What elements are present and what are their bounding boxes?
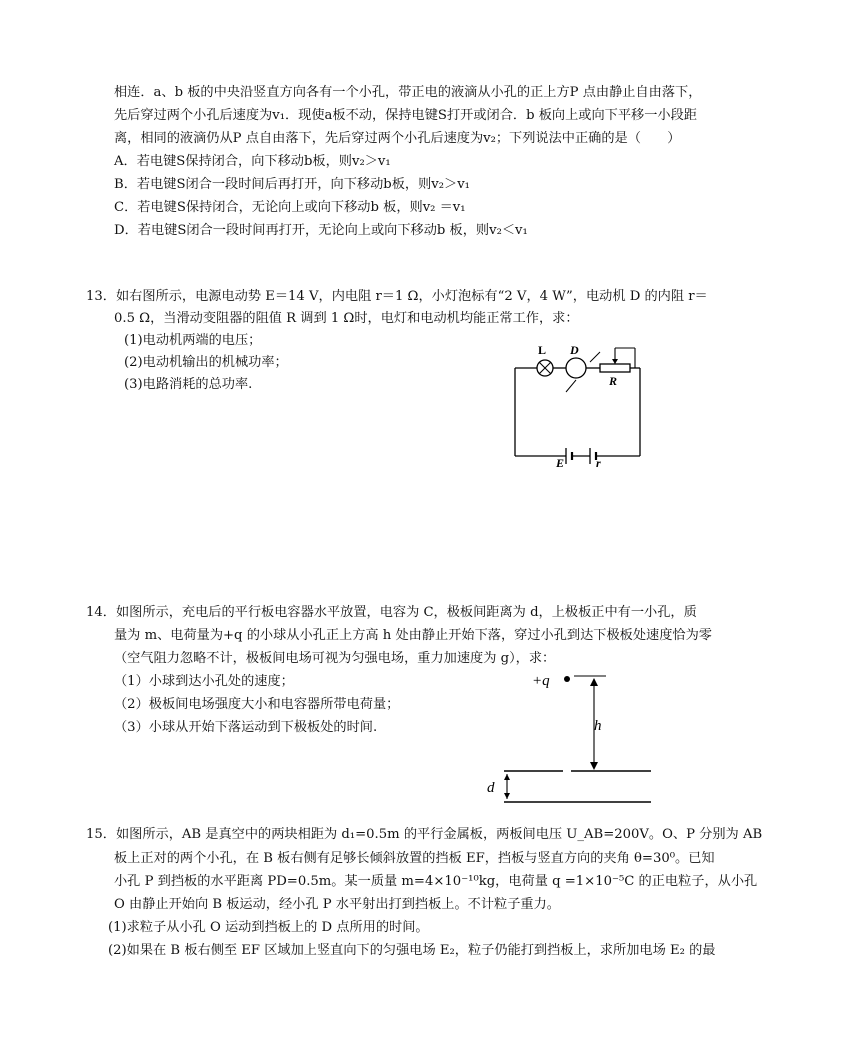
q13-sub-3: (3)电路消耗的总功率. <box>124 377 253 392</box>
q14-line-2: 量为 m、电荷量为+q 的小球从小孔正上方高 h 处由静止开始下落，穿过小孔到达下极板处速度恰为零 <box>114 628 712 643</box>
q15-line-1: 15．如图所示，AB 是真空中的两块相距为 d₁=0.5m 的平行金属板，两板间电压 U_AB=200V。O、P 分别为 AB <box>86 827 763 842</box>
label-d: d <box>487 780 495 796</box>
q15-sub-1: (1)求粒子从小孔 O 运动到挡板上的 D 点所用的时间。 <box>108 920 429 935</box>
label-R: R <box>609 374 618 388</box>
rheostat-symbol <box>600 364 630 372</box>
q14-sub-3: （3）小球从开始下落运动到下极板处的时间. <box>114 720 378 735</box>
motor-symbol <box>566 358 586 378</box>
q12-option-d: D．若电键S闭合一段时间再打开，无论向上或向下移动b 板，则v₂＜v₁ <box>114 223 528 238</box>
q15-line-4: O 由静止开始向 B 板运动，经小孔 P 水平射出打到挡板上。不计粒子重力。 <box>114 897 560 912</box>
label-D: D <box>570 343 579 357</box>
label-E: E <box>556 456 565 470</box>
q12-line-3: 离，相同的液滴仍从P 点自由落下，先后穿过两个小孔后速度为v₂；下列说法中正确的是（ ） <box>114 131 681 146</box>
q14-sub-1: （1）小球到达小孔处的速度； <box>114 674 294 689</box>
label-L: L <box>538 343 547 357</box>
q13-line-1: 13．如右图所示，电源电动势 E＝14 V，内电阻 r＝1 Ω，小灯泡标有“2 V，4 W”，电动机 D 的内阻 r＝ <box>86 289 708 304</box>
q12-line-2: 先后穿过两个小孔后速度为v₁．现使a板不动，保持电键S打开或闭合．b 板向上或向下平移一小段距 <box>114 108 697 123</box>
q13-line-2: 0.5 Ω，当滑动变阻器的阻值 R 调到 1 Ω时，电灯和电动机均能正常工作，求： <box>114 311 579 326</box>
q12-option-a: A．若电键S保持闭合，向下移动b板，则v₂＞v₁ <box>114 154 391 169</box>
q13-circuit-figure <box>510 340 660 470</box>
q12-line-1: 相连．a、b 板的中央沿竖直方向各有一个小孔，带正电的液滴从小孔的正上方P 点由静止自由落下， <box>114 85 702 100</box>
q13-sub-1: (1)电动机两端的电压； <box>124 333 262 348</box>
q15-line-2: 板上正对的两个小孔，在 B 板右侧有足够长倾斜放置的挡板 EF，挡板与竖直方向的夹角 θ=30⁰。已知 <box>114 851 715 866</box>
label-charge: +q <box>532 673 550 689</box>
q14-sub-2: （2）极板间电场强度大小和电容器所带电荷量； <box>114 697 400 712</box>
q15-line-3: 小孔 P 到挡板的水平距离 PD=0.5m。某一质量 m=4×10⁻¹⁰kg，电荷量 q =1×10⁻⁵C 的正电粒子，从小孔 <box>114 874 758 889</box>
q14-line-1: 14．如图所示，充电后的平行板电容器水平放置，电容为 C，极板间距离为 d，上极板正中有一小孔，质 <box>86 605 697 620</box>
charged-ball <box>564 676 570 682</box>
q15-sub-2: (2)如果在 B 板右侧至 EF 区域加上竖直向下的匀强电场 E₂，粒子仍能打到挡板上，求所加电场 E₂ 的最 <box>108 943 716 958</box>
q14-line-3: （空气阻力忽略不计，极板间电场可视为匀强电场，重力加速度为 g），求： <box>114 651 556 666</box>
q14-capacitor-figure <box>476 668 656 808</box>
q12-option-b: B．若电键S闭合一段时间后再打开，向下移动b板，则v₂＞v₁ <box>114 177 470 192</box>
q12-option-c: C．若电键S保持闭合，无论向上或向下移动b 板，则v₂ ＝v₁ <box>114 200 466 215</box>
q13-sub-2: (2)电动机输出的机械功率； <box>124 355 288 370</box>
label-h: h <box>594 718 602 734</box>
label-r: r <box>596 456 601 470</box>
